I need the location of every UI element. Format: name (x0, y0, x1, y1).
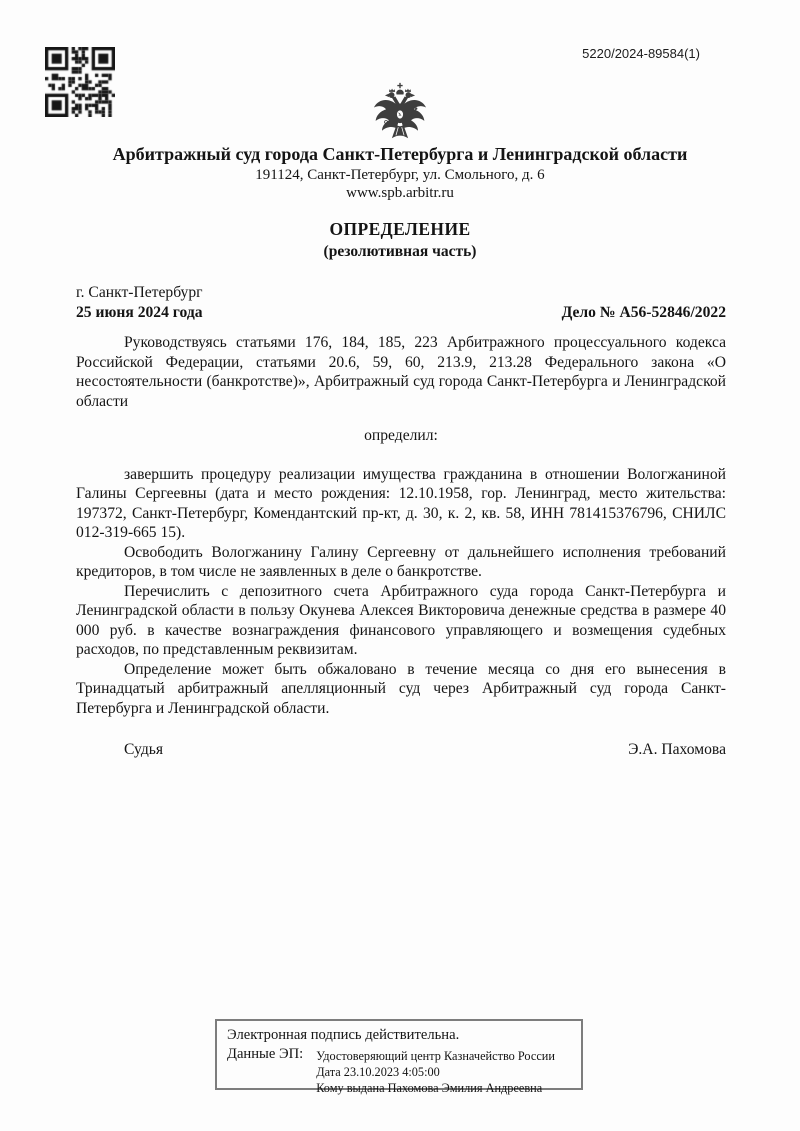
ruling-paragraph-3: Перечислить с депозитного счета Арбитражного суда города Санкт-Петербурга и Ленинградской области в пользу Окунева Алексея Викторовича денежные средства в размере 40 000 руб. в качестве вознаграждения финансового управляющего и возмещения судебных расходов, по представленным реквизитам. (76, 582, 726, 658)
judge-signature-row (76, 741, 726, 759)
judge-label: Судья (124, 741, 164, 758)
determined-label: определил: (364, 427, 438, 444)
court-name: Арбитражный суд города Санкт-Петербурга и Ленинградской области (112, 144, 688, 164)
document-title: ОПРЕДЕЛЕНИЕ (329, 219, 471, 239)
ruling-paragraph-4: Определение может быть обжаловано в течение месяца со дня его вынесения в Тринадцатый арбитражный апелляционный суд через Арбитражный суд города Санкт-Петербурга и Ленинградской области. (76, 660, 726, 717)
esign-issued-to: Кому выдана Пахомова Эмилия Андреевна (316, 1081, 543, 1095)
esign-valid-text: Электронная подпись действительна. (227, 1027, 460, 1043)
case-meta (76, 283, 726, 322)
court-header (0, 80, 800, 202)
case-number: Дело № А56-52846/2022 (561, 303, 726, 321)
ruling-paragraph-2: Освободить Вологжанину Галину Сергеевну от дальнейшего исполнения требований кредиторов, в том числе не заявленных в деле о банкротстве. (76, 543, 726, 580)
judge-name: Э.А. Пахомова (628, 741, 726, 758)
court-address: 191124, Санкт-Петербург, ул. Смольного, д. 6 (255, 167, 545, 183)
esign-data-label: Данные ЭП: (227, 1046, 304, 1062)
court-website: www.spb.arbitr.ru (346, 185, 454, 201)
esign-stamp (215, 1019, 583, 1095)
city-label: г. Санкт-Петербург (76, 284, 203, 301)
esign-details (316, 1046, 555, 1096)
intro-paragraph: Руководствуясь статьями 176, 184, 185, 223 Арбитражного процессуального кодекса Российской Федерации, статьями 20.6, 59, 60, 213.9, 213.28 Федерального закона «О несостоятельности (банкротстве)», Арбитражный суд города Санкт-Петербурга и Ленинградской области (76, 334, 726, 410)
ruling-paragraph-1: завершить процедуру реализации имущества гражданина в отношении Вологжаниной Галины Сергеевны (дата и место рождения: 12.10.1958, гор. Ленинград, место жительства: 197372, Санкт-Петербург, Комендантский пр-кт, д. 30, к. 2, кв. 58, ИНН 781415376796, СНИЛС 012-319-665 15). (76, 465, 726, 541)
document-subtitle: (резолютивная часть) (323, 243, 477, 260)
document-title-block (0, 219, 800, 261)
esign-authority: Удостоверяющий центр Казначейство России (316, 1049, 555, 1063)
esign-data-row (227, 1046, 571, 1096)
ruling-date: 25 июня 2024 года (76, 303, 203, 321)
coat-of-arms-icon (371, 80, 429, 142)
esign-date: Дата 23.10.2023 4:05:00 (316, 1065, 440, 1079)
ruling-body (76, 333, 726, 718)
document-number: 5220/2024-89584(1) (582, 46, 700, 61)
